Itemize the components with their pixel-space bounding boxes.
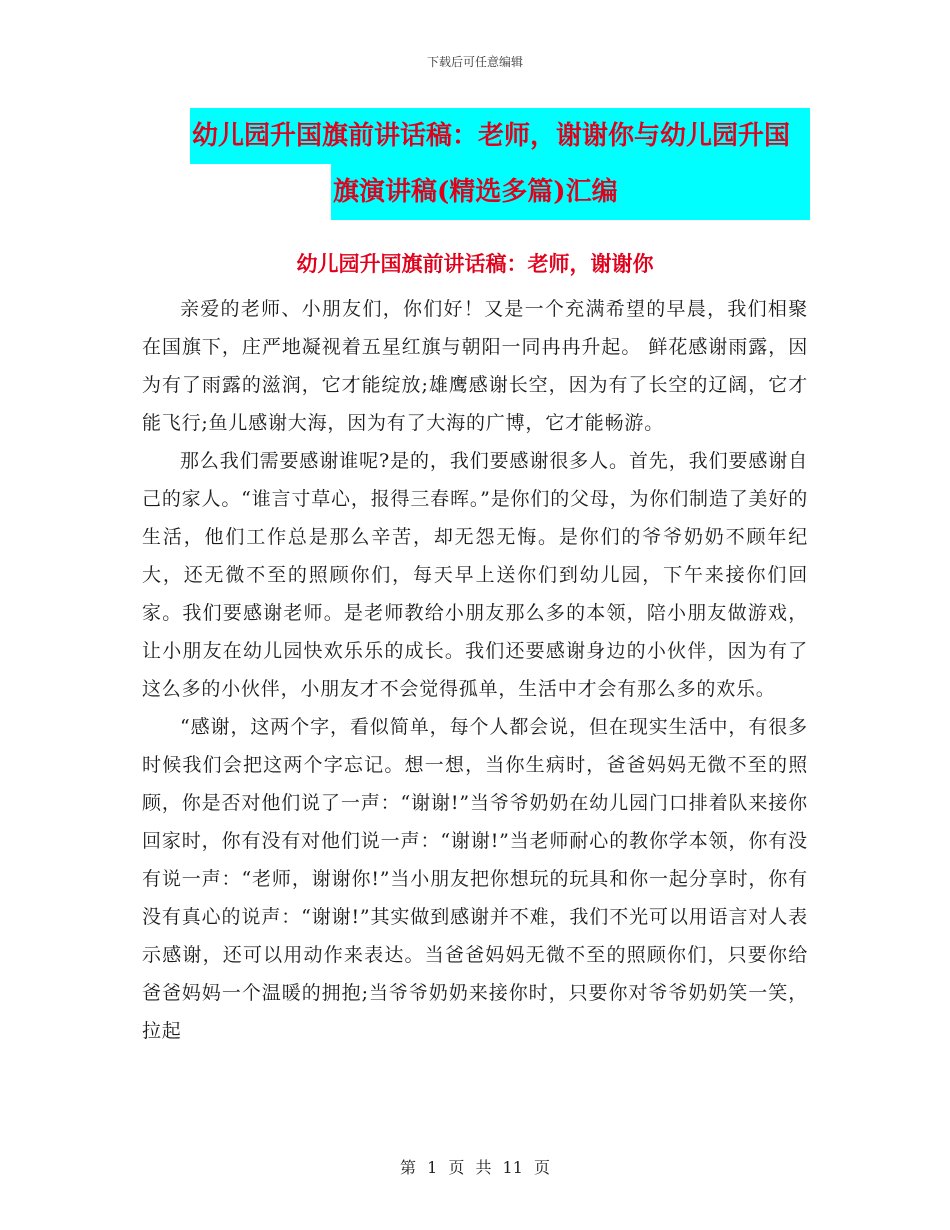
paragraph: “感谢，这两个字，看似简单，每个人都会说，但在现实生活中，有很多时候我们会把这两个字忘记。想一想，当你生病时，爸爸妈妈无微不至的照顾，你是否对他们说了一声：“谢谢!”当爷爷奶奶在幼儿园门口排着队来接你回家时，你有没有对他们说一声：“谢谢!”当老师耐心的教你学本领，你有没有说一声：“老师，谢谢你!”当小朋友把你想玩的玩具和你一起分享时，你有没有真心的说声：“谢谢!”其实做到感谢并不难，我们不光可以用语言对人表示感谢，还可以用动作来表达。当爸爸妈妈无微不至的照顾你们，只要你给爸爸妈妈一个温暖的拥抱;当爷爷奶奶来接你时，只要你对爷爷奶奶笑一笑，拉起	[142, 716, 808, 1042]
title-line-1: 幼儿园升国旗前讲话稿：老师，谢谢你与幼儿园升国	[190, 108, 810, 164]
title-line-2: 旗演讲稿(精选多篇)汇编	[331, 164, 810, 220]
body-text	[142, 290, 808, 1050]
paragraph: 亲爱的老师、小朋友们，你们好！又是一个充满希望的早晨，我们相聚在国旗下，庄严地凝视着五星红旗与朝阳一同冉冉升起。 鲜花感谢雨露，因为有了雨露的滋润，它才能绽放;雄鹰感谢长空，因为有了长空的辽阔，它才能飞行;鱼儿感谢大海，因为有了大海的广博，它才能畅游。	[142, 298, 808, 434]
document-title	[190, 108, 810, 220]
paragraph: 那么我们需要感谢谁呢?是的，我们要感谢很多人。首先，我们要感谢自己的家人。“谁言寸草心，报得三春晖。”是你们的父母，为你们制造了美好的生活，他们工作总是那么辛苦，却无怨无悔。是你们的爷爷奶奶不顾年纪大，还无微不至的照顾你们，每天早上送你们到幼儿园，下午来接你们回家。我们要感谢老师。是老师教给小朋友那么多的本领，陪小朋友做游戏，让小朋友在幼儿园快欢乐乐的成长。我们还要感谢身边的小伙伴，因为有了这么多的小伙伴，小朋友才不会觉得孤单，生活中才会有那么多的欢乐。	[142, 450, 808, 700]
header-note: 下载后可任意编辑	[426, 55, 523, 69]
page-footer: 第 1 页 共 11 页	[400, 1158, 550, 1177]
section-title: 幼儿园升国旗前讲话稿：老师，谢谢你	[296, 251, 654, 276]
